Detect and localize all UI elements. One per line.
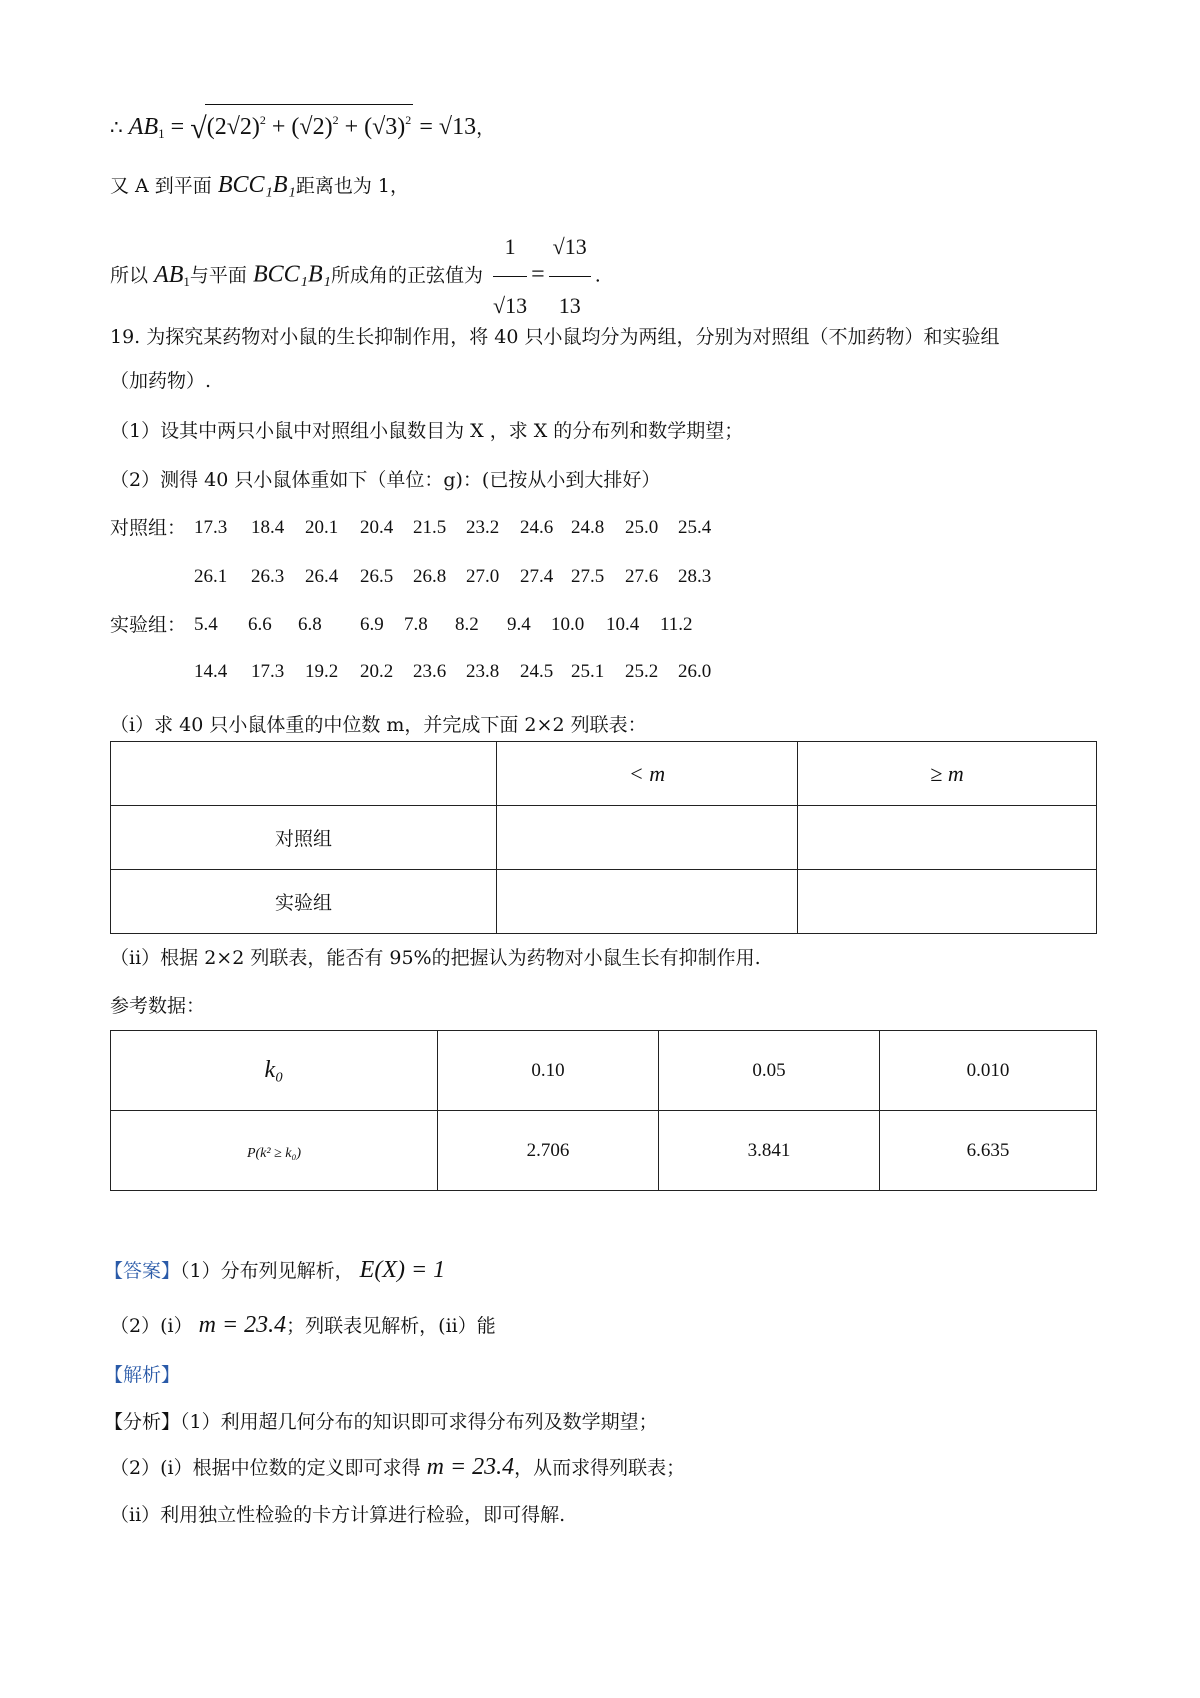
proof-line-sine	[110, 220, 601, 333]
value: 24.8	[571, 517, 605, 538]
value: 23.8	[466, 661, 500, 682]
row-label-control: 对照组	[111, 806, 497, 870]
q19-intro-line1: 19. 为探究某药物对小鼠的生长抑制作用，将 40 只小鼠均分为两组，分别为对照组（不加药物）和实验组	[110, 326, 1000, 348]
plane-symbol: BCC₁B₁	[217, 172, 296, 198]
value: 24.6	[520, 517, 554, 538]
answer-line-2	[110, 1310, 496, 1341]
header-less-than-m: < m	[497, 742, 798, 806]
q19-intro-line2: （加药物）.	[110, 370, 212, 392]
ab1-symbol: $AB_1$	[128, 114, 165, 141]
answer-part2-prefix: （2）(i）	[110, 1315, 193, 1337]
median-formula: m = 23.4	[198, 1312, 287, 1338]
value: 26.0	[678, 661, 712, 682]
value: 20.1	[305, 517, 339, 538]
equals-sign-2: =	[419, 114, 433, 140]
value: 19.2	[305, 661, 339, 682]
value: 14.4	[194, 661, 228, 682]
sine-mid1: 与平面	[189, 264, 247, 287]
value: 10.0	[551, 614, 585, 635]
value: 6.8	[298, 614, 322, 635]
value: 11.2	[660, 614, 693, 635]
value: 6.9	[360, 614, 384, 635]
analysis-line-3: （ii）利用独立性检验的卡方计算进行检验，即可得解.	[110, 1504, 566, 1526]
q19-sub-i: （i）求 40 只小鼠体重的中位数 m，并完成下面 2×2 列联表：	[110, 714, 647, 736]
plane-symbol-2: BCC₁B₁	[252, 261, 331, 288]
value: 26.8	[413, 566, 447, 587]
k0-value: 0.10	[438, 1031, 659, 1111]
k0-header: k₀	[111, 1031, 438, 1111]
value: 17.3	[194, 517, 228, 538]
value: 27.6	[625, 566, 659, 587]
proof-line-ab1	[110, 104, 495, 149]
sine-mid2: 所成角的正弦值为	[330, 264, 483, 287]
p-value: 2.706	[438, 1111, 659, 1191]
value: 10.4	[606, 614, 640, 635]
radical-sign: √	[190, 112, 207, 145]
reference-table	[110, 1030, 1097, 1191]
k0-value: 0.010	[880, 1031, 1097, 1111]
value: 5.4	[194, 614, 218, 635]
reference-label: 参考数据：	[110, 995, 206, 1017]
period: .	[594, 264, 601, 287]
value: 20.2	[360, 661, 394, 682]
value: 23.2	[466, 517, 500, 538]
distance-prefix: 又 A 到平面	[110, 175, 212, 197]
equals-sign: =	[170, 114, 185, 140]
analysis-part2-prefix: （2）(i）根据中位数的定义即可求得	[110, 1457, 421, 1479]
header-greater-equal-m: ≥ m	[798, 742, 1097, 806]
value: 28.3	[678, 566, 712, 587]
value: 18.4	[251, 517, 285, 538]
p-value: 3.841	[659, 1111, 880, 1191]
analysis-part2-suffix: ，从而求得列联表；	[514, 1457, 686, 1479]
value: 6.6	[248, 614, 272, 635]
row-label-experiment: 实验组	[111, 870, 497, 934]
analysis-part1: （1）利用超几何分布的知识即可求得分布列及数学期望；	[180, 1411, 658, 1433]
cell-exp-ge[interactable]	[798, 870, 1097, 934]
value: 25.0	[625, 517, 659, 538]
sine-prefix: 所以	[110, 264, 149, 287]
exp-label: 实验组：	[110, 614, 187, 636]
value: 26.5	[360, 566, 394, 587]
value: 26.3	[251, 566, 285, 587]
cell-exp-lt[interactable]	[497, 870, 798, 934]
comma: ，	[476, 117, 496, 139]
analysis-line-2	[110, 1452, 685, 1483]
distance-suffix: 距离也为 1，	[295, 175, 410, 197]
fraction-sqrt13-over-13: $\frac{√13}{13}$	[549, 220, 591, 333]
value: 20.4	[360, 517, 394, 538]
control-label: 对照组：	[110, 517, 187, 539]
contingency-table	[110, 741, 1097, 934]
value: 25.1	[571, 661, 605, 682]
answer-line-1	[104, 1255, 445, 1286]
value: 26.4	[305, 566, 339, 587]
value: 9.4	[507, 614, 531, 635]
value: 7.8	[404, 614, 428, 635]
answer-part2-suffix: ；列联表见解析，(ii）能	[286, 1315, 496, 1337]
median-formula-2: m = 23.4	[426, 1454, 515, 1480]
value: 25.2	[625, 661, 659, 682]
value: 17.3	[251, 661, 285, 682]
expectation-formula: E(X) = 1	[359, 1257, 446, 1283]
value: 25.4	[678, 517, 712, 538]
answer-tag: 【答案】	[104, 1260, 181, 1282]
q19-part2: （2）测得 40 只小鼠体重如下（单位：g)：(已按从小到大排好）	[110, 469, 661, 491]
value: 27.5	[571, 566, 605, 587]
value: 21.5	[413, 517, 447, 538]
equals-sign-3: =	[531, 261, 545, 288]
p-header: P(k² ≥ k₀)	[111, 1111, 438, 1191]
table-corner-cell	[111, 742, 497, 806]
value: 23.6	[413, 661, 447, 682]
p-value: 6.635	[880, 1111, 1097, 1191]
cell-control-ge[interactable]	[798, 806, 1097, 870]
value: 26.1	[194, 566, 228, 587]
q19-sub-ii: （ii）根据 2×2 列联表，能否有 95%的把握认为药物对小鼠生长有抑制作用.	[110, 947, 761, 969]
value: 24.5	[520, 661, 554, 682]
ab1-symbol-2: $AB_1$	[154, 261, 190, 289]
proof-line-distance	[110, 170, 409, 201]
analysis-line-1	[104, 1407, 658, 1437]
value: 27.4	[520, 566, 554, 587]
k0-value: 0.05	[659, 1031, 880, 1111]
fraction-1-over-sqrt13: $\frac{1}{√13}$	[493, 220, 527, 333]
radicand: $(2√2)^2 + (√2)^2 + (√3)^2$	[205, 104, 414, 142]
result-value: √13	[438, 114, 477, 140]
cell-control-lt[interactable]	[497, 806, 798, 870]
therefore-symbol: ∴	[110, 115, 123, 139]
analysis-tag: 【解析】	[104, 1364, 181, 1386]
answer-part1: （1）分布列见解析，	[180, 1260, 354, 1282]
q19-part1: （1）设其中两只小鼠中对照组小鼠数目为 X ，求 X 的分布列和数学期望；	[110, 420, 744, 442]
value: 27.0	[466, 566, 500, 587]
value: 8.2	[455, 614, 479, 635]
fenxi-tag: 【分析】	[104, 1411, 181, 1433]
